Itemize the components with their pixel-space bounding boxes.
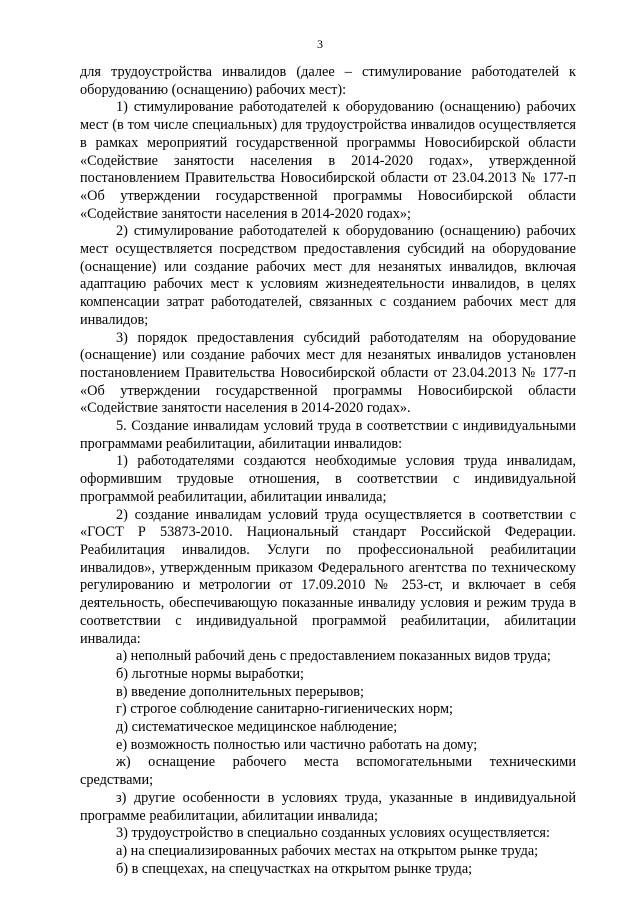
paragraph: з) другие особенности в условиях труда, указанные в индивидуальной программе реабилитации, абилитации инвалида;: [80, 789, 576, 824]
paragraph: а) на специализированных рабочих местах на открытом рынке труда;: [116, 842, 539, 859]
paragraph: г) строгое соблюдение санитарно-гигиенических норм;: [116, 701, 453, 718]
paragraph: 2) создание инвалидам условий труда осуществляется в соответствии с «ГОСТ Р 53873-2010. Национальный стандарт Российской Федерации. Реабилитация инвалидов. Услуги по профессиональной реабилитации инвалидов», утвержденным приказом Федерального агентства по техническому регулированию и метрологии от 17.09.2010 № 253-ст, и включает в себя деятельность, обеспечивающую показанные инвалиду условия и режим труда в соответствии с индивидуальной программой реабилитации, абилитации инвалида:: [80, 506, 576, 647]
paragraph: в) введение дополнительных перерывов;: [116, 683, 364, 700]
page-number: 3: [317, 37, 323, 51]
paragraph: ж) оснащение рабочего места вспомогательными техническими средствами;: [80, 754, 576, 789]
paragraph: 3) трудоустройство в специально созданных условиях осуществляется:: [116, 825, 550, 842]
paragraph: е) возможность полностью или частично работать на дому;: [116, 736, 478, 753]
paragraph: б) льготные нормы выработки;: [116, 665, 305, 682]
paragraph: 3) порядок предоставления субсидий работодателям на оборудование (оснащение) или создание рабочих мест для незанятых инвалидов установлен постановлением Правительства Новосибирской области от 23.04.2013 № 177-п «Об утверждении государственной программы Новосибирской области «Содействие занятости населения в 2014-2020 годах».: [80, 329, 576, 417]
paragraph: 1) работодателями создаются необходимые условия труда инвалидам, оформившим трудовые отношения, в соответствии с индивидуальной программой реабилитации, абилитации инвалида;: [80, 453, 576, 505]
paragraph: д) систематическое медицинское наблюдение;: [116, 719, 398, 736]
document-body: [80, 64, 576, 878]
paragraph: а) неполный рабочий день с предоставлением показанных видов труда;: [116, 648, 551, 665]
paragraph: 5. Создание инвалидам условий труда в соответствии с индивидуальными программами реабилитации, абилитации инвалидов:: [80, 418, 576, 452]
paragraph: для трудоустройства инвалидов (далее – стимулирование работодателей к оборудованию (оснащению) рабочих мест):: [80, 64, 576, 98]
paragraph: 2) стимулирование работодателей к оборудованию (оснащению) рабочих мест осуществляется посредством предоставления субсидий на оборудование (оснащение) или создание рабочих мест для незанятых инвалидов, включая адаптацию рабочих мест к условиям жизнедеятельности инвалидов, в целях компенсации затрат работодателей, связанных с созданием рабочих мест для инвалидов;: [80, 223, 576, 328]
paragraph: 1) стимулирование работодателей к оборудованию (оснащению) рабочих мест (в том числе специальных) для трудоустройства инвалидов осуществляется в рамках мероприятий государственной программы Новосибирской области «Содействие занятости населения в 2014-2020 годах», утвержденной постановлением Правительства Новосибирской области от 23.04.2013 № 177-п «Об утверждении государственной программы Новосибирской области «Содействие занятости населения в 2014-2020 годах»;: [80, 99, 576, 222]
paragraph: б) в спеццехах, на спецучастках на открытом рынке труда;: [116, 860, 473, 877]
